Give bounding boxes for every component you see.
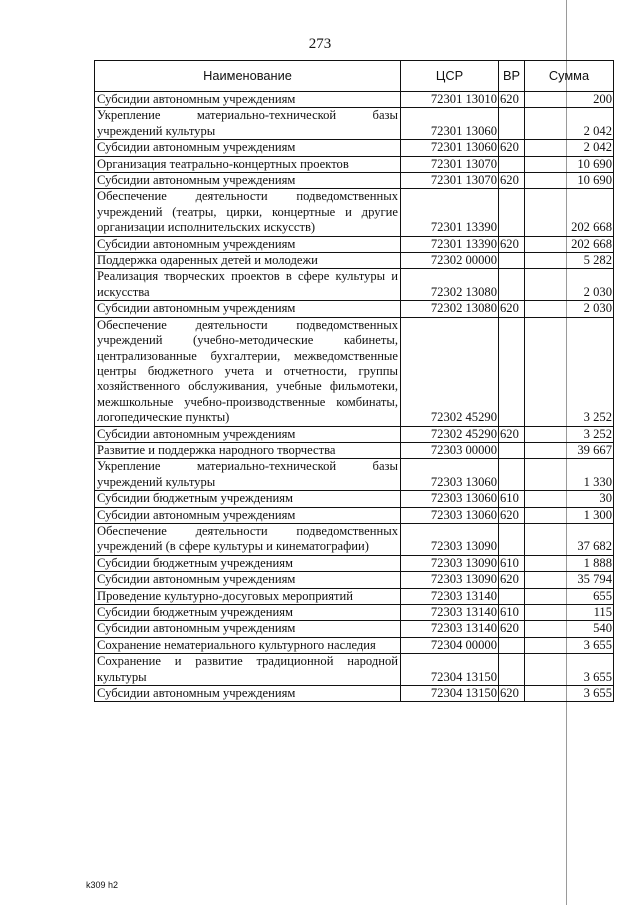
row-vr-cell: 610 xyxy=(499,491,525,507)
table-row xyxy=(95,572,614,588)
row-sum-cell: 2 042 xyxy=(525,108,614,140)
table-row xyxy=(95,426,614,442)
row-sum-cell: 202 668 xyxy=(525,236,614,252)
row-name-cell: Субсидии автономным учреждениям xyxy=(95,507,401,523)
table-row xyxy=(95,140,614,156)
row-csr-cell: 72303 13090 xyxy=(401,523,499,555)
table-row xyxy=(95,637,614,653)
row-vr-cell: 620 xyxy=(499,236,525,252)
row-vr-cell: 610 xyxy=(499,605,525,621)
row-csr-cell: 72303 13090 xyxy=(401,555,499,571)
row-vr-cell xyxy=(499,189,525,236)
row-vr-cell: 620 xyxy=(499,426,525,442)
table-body xyxy=(95,92,614,702)
row-csr-cell: 72301 13390 xyxy=(401,189,499,236)
row-csr-cell: 72302 45290 xyxy=(401,426,499,442)
row-vr-cell xyxy=(499,654,525,686)
row-name-cell: Субсидии бюджетным учреждениям xyxy=(95,605,401,621)
row-vr-cell: 620 xyxy=(499,140,525,156)
table-row xyxy=(95,588,614,604)
row-vr-cell xyxy=(499,523,525,555)
row-csr-cell: 72303 13140 xyxy=(401,605,499,621)
row-sum-cell: 200 xyxy=(525,92,614,108)
table-row xyxy=(95,654,614,686)
row-vr-cell xyxy=(499,442,525,458)
row-name-cell: Обеспечение деятельности подведомственных учреждений (в сфере культуры и кинематографии) xyxy=(95,523,401,555)
row-sum-cell: 1 888 xyxy=(525,555,614,571)
budget-table xyxy=(94,60,614,702)
row-csr-cell: 72303 13060 xyxy=(401,507,499,523)
row-name-cell: Субсидии автономным учреждениям xyxy=(95,426,401,442)
table-row xyxy=(95,621,614,637)
row-sum-cell: 5 282 xyxy=(525,253,614,269)
row-vr-cell: 610 xyxy=(499,555,525,571)
header-vr: ВР xyxy=(499,61,525,92)
table-row xyxy=(95,605,614,621)
row-name-cell: Укрепление материально-технической базы учреждений культуры xyxy=(95,459,401,491)
row-vr-cell xyxy=(499,317,525,426)
row-sum-cell: 39 667 xyxy=(525,442,614,458)
row-csr-cell: 72301 13060 xyxy=(401,108,499,140)
row-name-cell: Субсидии бюджетным учреждениям xyxy=(95,555,401,571)
row-vr-cell: 620 xyxy=(499,92,525,108)
row-csr-cell: 72302 00000 xyxy=(401,253,499,269)
table-row xyxy=(95,459,614,491)
table-header-row xyxy=(95,61,614,92)
row-name-cell: Поддержка одаренных детей и молодежи xyxy=(95,253,401,269)
row-vr-cell: 620 xyxy=(499,686,525,702)
row-name-cell: Проведение культурно-досуговых мероприятий xyxy=(95,588,401,604)
row-csr-cell: 72303 00000 xyxy=(401,442,499,458)
row-vr-cell: 620 xyxy=(499,507,525,523)
row-csr-cell: 72301 13010 xyxy=(401,92,499,108)
table-row xyxy=(95,156,614,172)
row-csr-cell: 72304 13150 xyxy=(401,686,499,702)
row-sum-cell: 3 252 xyxy=(525,317,614,426)
row-vr-cell xyxy=(499,108,525,140)
row-csr-cell: 72304 13150 xyxy=(401,654,499,686)
row-sum-cell: 30 xyxy=(525,491,614,507)
row-sum-cell: 10 690 xyxy=(525,156,614,172)
row-name-cell: Субсидии автономным учреждениям xyxy=(95,173,401,189)
row-name-cell: Субсидии автономным учреждениям xyxy=(95,140,401,156)
row-sum-cell: 3 655 xyxy=(525,654,614,686)
row-name-cell: Субсидии автономным учреждениям xyxy=(95,301,401,317)
table-row xyxy=(95,108,614,140)
table-row xyxy=(95,301,614,317)
footer-code: k309 h2 xyxy=(86,880,119,890)
row-name-cell: Развитие и поддержка народного творчества xyxy=(95,442,401,458)
row-name-cell: Сохранение нематериального культурного наследия xyxy=(95,637,401,653)
row-vr-cell: 620 xyxy=(499,301,525,317)
row-vr-cell xyxy=(499,459,525,491)
table-row xyxy=(95,523,614,555)
row-csr-cell: 72303 13060 xyxy=(401,459,499,491)
row-csr-cell: 72304 00000 xyxy=(401,637,499,653)
row-sum-cell: 1 300 xyxy=(525,507,614,523)
row-name-cell: Субсидии автономным учреждениям xyxy=(95,621,401,637)
table-row xyxy=(95,317,614,426)
row-name-cell: Организация театрально-концертных проектов xyxy=(95,156,401,172)
header-sum: Сумма xyxy=(525,61,614,92)
row-sum-cell: 3 252 xyxy=(525,426,614,442)
row-sum-cell: 3 655 xyxy=(525,637,614,653)
row-sum-cell: 1 330 xyxy=(525,459,614,491)
row-csr-cell: 72302 13080 xyxy=(401,269,499,301)
row-sum-cell: 115 xyxy=(525,605,614,621)
row-sum-cell: 202 668 xyxy=(525,189,614,236)
row-name-cell: Субсидии автономным учреждениям xyxy=(95,236,401,252)
header-csr: ЦСР xyxy=(401,61,499,92)
table-row xyxy=(95,555,614,571)
row-csr-cell: 72301 13070 xyxy=(401,173,499,189)
row-vr-cell xyxy=(499,269,525,301)
row-csr-cell: 72303 13090 xyxy=(401,572,499,588)
row-sum-cell: 655 xyxy=(525,588,614,604)
table-row xyxy=(95,253,614,269)
row-name-cell: Субсидии автономным учреждениям xyxy=(95,92,401,108)
row-vr-cell xyxy=(499,253,525,269)
row-vr-cell xyxy=(499,637,525,653)
row-name-cell: Обеспечение деятельности подведомственных учреждений (учебно-методические кабинеты, централизованные бухгалтерии, межведомственные центры бюджетного учета и отчетности, группы хозяйственного обслуживания, учебные фильмотеки, межшкольные учебно-производственные комбинаты, логопедические пункты) xyxy=(95,317,401,426)
row-sum-cell: 2 042 xyxy=(525,140,614,156)
row-vr-cell: 620 xyxy=(499,173,525,189)
row-csr-cell: 72303 13140 xyxy=(401,621,499,637)
table-row xyxy=(95,491,614,507)
row-csr-cell: 72301 13060 xyxy=(401,140,499,156)
table-row xyxy=(95,173,614,189)
row-sum-cell: 10 690 xyxy=(525,173,614,189)
table-row xyxy=(95,686,614,702)
row-sum-cell: 3 655 xyxy=(525,686,614,702)
row-sum-cell: 37 682 xyxy=(525,523,614,555)
row-csr-cell: 72302 45290 xyxy=(401,317,499,426)
row-csr-cell: 72302 13080 xyxy=(401,301,499,317)
row-name-cell: Субсидии бюджетным учреждениям xyxy=(95,491,401,507)
row-name-cell: Субсидии автономным учреждениям xyxy=(95,686,401,702)
row-csr-cell: 72303 13140 xyxy=(401,588,499,604)
row-sum-cell: 540 xyxy=(525,621,614,637)
row-vr-cell: 620 xyxy=(499,621,525,637)
row-csr-cell: 72303 13060 xyxy=(401,491,499,507)
row-sum-cell: 2 030 xyxy=(525,301,614,317)
row-name-cell: Реализация творческих проектов в сфере культуры и искусства xyxy=(95,269,401,301)
table-row xyxy=(95,507,614,523)
row-name-cell: Сохранение и развитие традиционной народной культуры xyxy=(95,654,401,686)
table-row xyxy=(95,269,614,301)
table-row xyxy=(95,189,614,236)
page-number: 273 xyxy=(308,36,332,52)
row-sum-cell: 35 794 xyxy=(525,572,614,588)
row-vr-cell xyxy=(499,588,525,604)
row-vr-cell xyxy=(499,156,525,172)
table-row xyxy=(95,236,614,252)
table-row xyxy=(95,92,614,108)
row-vr-cell: 620 xyxy=(499,572,525,588)
row-name-cell: Укрепление материально-технической базы учреждений культуры xyxy=(95,108,401,140)
table-row xyxy=(95,442,614,458)
row-name-cell: Обеспечение деятельности подведомственных учреждений (театры, цирки, концертные и другие организации исполнительских искусств) xyxy=(95,189,401,236)
row-csr-cell: 72301 13390 xyxy=(401,236,499,252)
header-name: Наименование xyxy=(95,61,401,92)
row-name-cell: Субсидии автономным учреждениям xyxy=(95,572,401,588)
row-sum-cell: 2 030 xyxy=(525,269,614,301)
row-csr-cell: 72301 13070 xyxy=(401,156,499,172)
